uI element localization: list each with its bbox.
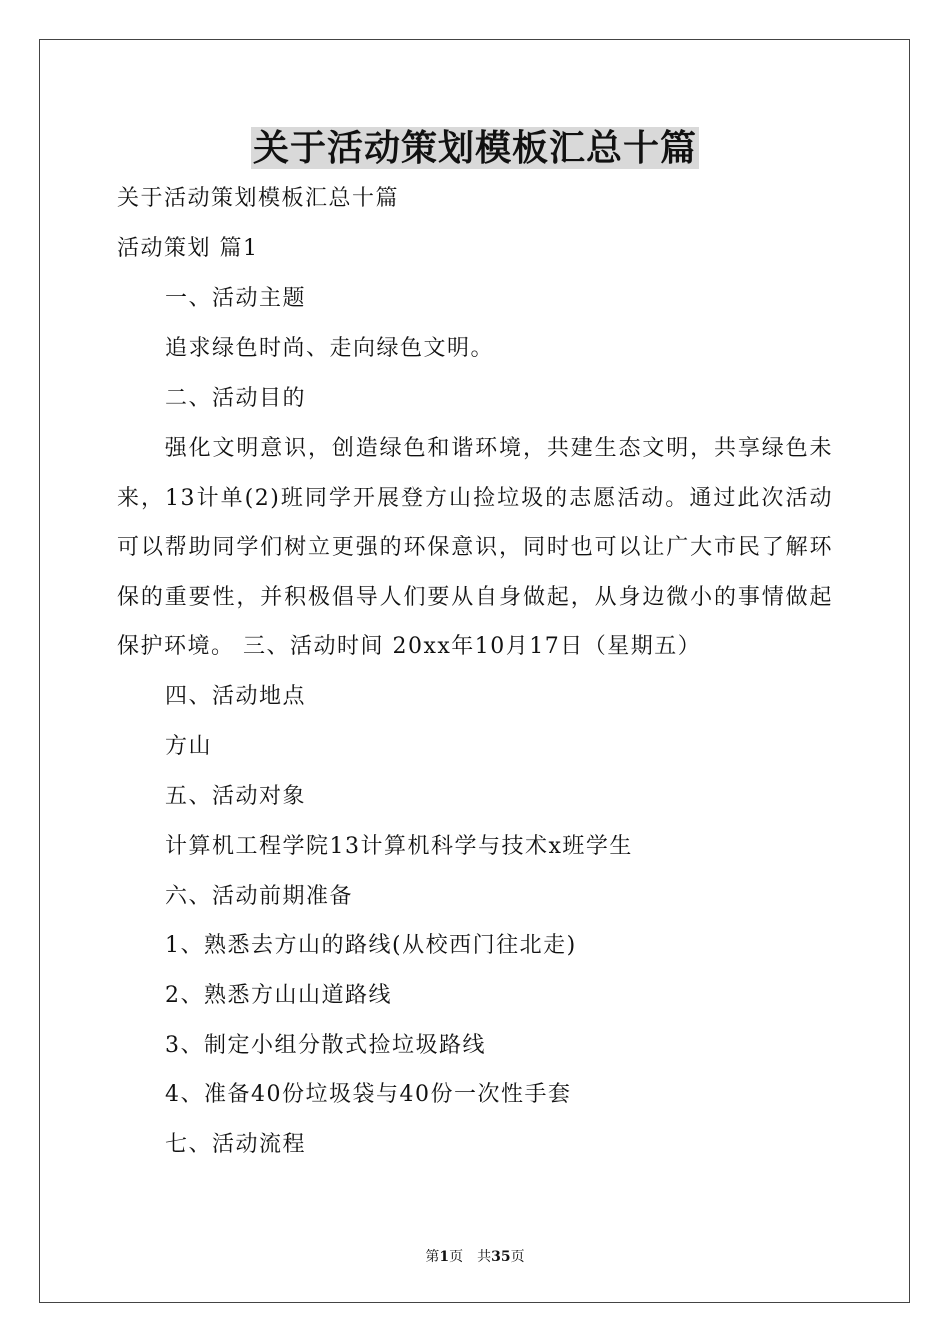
- prep-item-3: 3、制定小组分散式捡垃圾路线: [165, 1033, 486, 1058]
- footer-prefix: 第: [425, 1249, 440, 1265]
- footer-current-page: 1: [439, 1249, 450, 1265]
- section-heading: 活动策划 篇1: [117, 236, 259, 261]
- location-heading: 四、活动地点: [165, 684, 307, 709]
- theme-text: 追求绿色时尚、走向绿色文明。: [165, 336, 495, 361]
- prep-item-2: 2、熟悉方山山道路线: [165, 983, 392, 1008]
- theme-heading: 一、活动主题: [165, 286, 307, 311]
- purpose-heading: 二、活动目的: [165, 386, 307, 411]
- process-heading: 七、活动流程: [165, 1132, 307, 1157]
- footer-total-pages: 35: [491, 1249, 511, 1265]
- prep-heading: 六、活动前期准备: [165, 884, 354, 909]
- page-footer: [0, 1247, 950, 1267]
- document-title: 关于活动策划模板汇总十篇: [252, 127, 697, 169]
- location-text: 方山: [165, 734, 213, 759]
- target-heading: 五、活动对象: [165, 784, 307, 809]
- prep-item-4: 4、准备40份垃圾袋与40份一次性手套: [165, 1082, 572, 1107]
- prep-item-1: 1、熟悉去方山的路线(从校西门往北走): [165, 933, 577, 958]
- document-subtitle: 关于活动策划模板汇总十篇: [117, 186, 400, 211]
- target-text: 计算机工程学院13计算机科学与技术x班学生: [165, 834, 633, 859]
- document-title-wrapper: [0, 124, 950, 172]
- footer-suffix: 页: [510, 1249, 525, 1265]
- purpose-paragraph: 强化文明意识，创造绿色和谐环境，共建生态文明，共享绿色未来，13计单(2)班同学开展登方山捡垃圾的志愿活动。通过此次活动可以帮助同学们树立更强的环保意识，同时也可以让广大市民了解环保的重要性，并积极倡导人们要从自身做起，从身边微小的事情做起保护环境。 三、活动时间 20xx年10月17日（星期五）: [117, 436, 833, 660]
- footer-mid: 页 共: [449, 1249, 492, 1265]
